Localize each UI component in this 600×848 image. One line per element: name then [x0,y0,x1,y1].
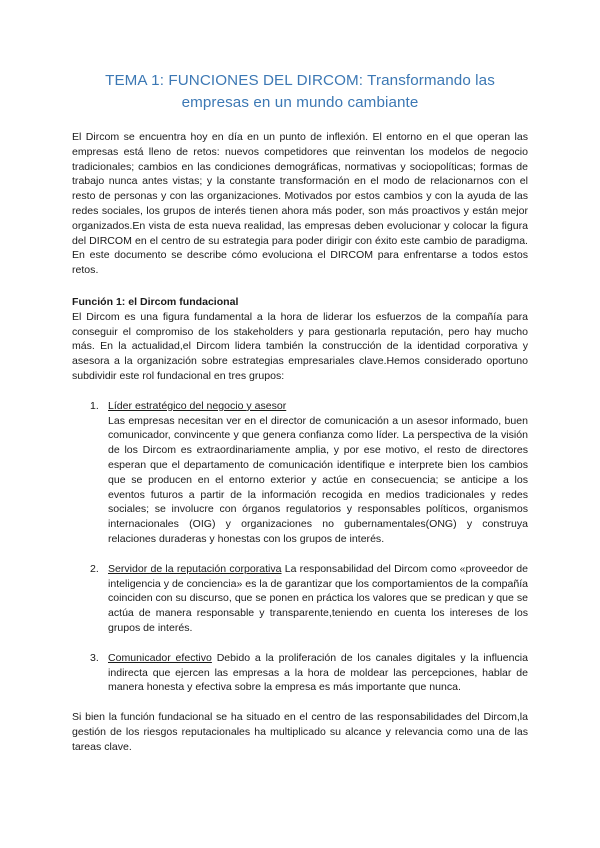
list-item-number: 3. [90,651,99,664]
role-list [72,399,528,695]
list-item-heading: Líder estratégico del negocio y asesor [108,399,287,412]
list-item [72,562,528,636]
list-item-content [108,562,528,636]
list-item-body: Debido a la proliferación de los canales digitales y la influencia indirecta que ejercen las empresas a la hora de moldear las percepciones, hablar de manera honesta y efectiva sobre la empresa es más importante que nunca. [108,651,528,694]
list-item-heading: Servidor de la reputación corporativa [108,562,282,575]
list-item-body: Las empresas necesitan ver en el director de comunicación a un asesor informado, buen comunicador, convincente y que genera confianza como líder. La perspectiva de la visión de los Dircom es extraordinariamente amplia, y por ese motivo, el resto de directores esperan que el departamento de comunicación identifique e interprete bien los cambios que se producen en el entorno exterior y actúe en consecuencia; se anticipe a los eventos futuros a partir de la información recogida en medios tradicionales y redes sociales; se involucre con órganos regulatorios y responsables políticos, organismos internacionales (OIG) y organizaciones no gubernamentales(ONG) y construya relaciones duraderas y honestas con los grupos de interés. [108,414,528,545]
document-page [72,70,528,754]
intro-paragraph: El Dircom se encuentra hoy en día en un punto de inflexión. El entorno en el que operan las empresas está lleno de retos: nuevos competidores que reinventan los modelos de negocio tradicionales; cambios en las condiciones demográficas, normativas y sociopolíticas; formas de trabajo nunca antes vistas; y la constante transformación en el modo de relacionarnos con el resto de personas y con las organizaciones. Motivados por estos cambios y con la ayuda de las redes sociales, los grupos de interés tienen ahora más poder, son más proactivos y están mejor organizados.En vista de esta nueva realidad, las empresas deben evolucionar y colocar la figura del DIRCOM en el centro de su estrategia para poder dirigir con éxito este cambio de paradigma. En este documento se describe cómo evoluciona el DIRCOM para enfrentarse a todos estos retos. [72,131,528,277]
section-body: El Dircom es una figura fundamental a la hora de liderar los esfuerzos de la compañía para conseguir el compromiso de los stakeholders y para gestionarla reputación, pero hay mucho más. En la actualidad,el Dircom lidera también la construcción de la identidad corporativa y asesora a la organización sobre estrategias empresariales clave.Hemos considerado oportuno subdividir este rol fundacional en tres grupos: [72,310,528,382]
list-item-body: La responsabilidad del Dircom como «proveedor de inteligencia y de conciencia» es la de garantizar que los comportamientos de la compañía coinciden con su discurso, que se ponen en práctica los valores que se predican y que se actúa de manera responsable y transparente,teniendo en cuenta los intereses de los grupos de interés. [108,562,528,634]
document-title: TEMA 1: FUNCIONES DEL DIRCOM: Transformando las empresas en un mundo cambiante [105,72,495,111]
list-item-content [108,399,528,547]
list-item-number: 2. [90,562,99,575]
list-item-content [108,651,528,695]
list-item [72,651,528,695]
list-item [72,399,528,547]
list-item-heading: Comunicador efectivo [108,651,212,664]
section-heading: Función 1: el Dircom fundacional [72,295,239,308]
list-item-number: 1. [90,399,99,412]
closing-paragraph: Si bien la función fundacional se ha situado en el centro de las responsabilidades del Dircom,la gestión de los riesgos reputacionales ha multiplicado su alcance y relevancia como una de las tareas clave. [72,711,528,753]
